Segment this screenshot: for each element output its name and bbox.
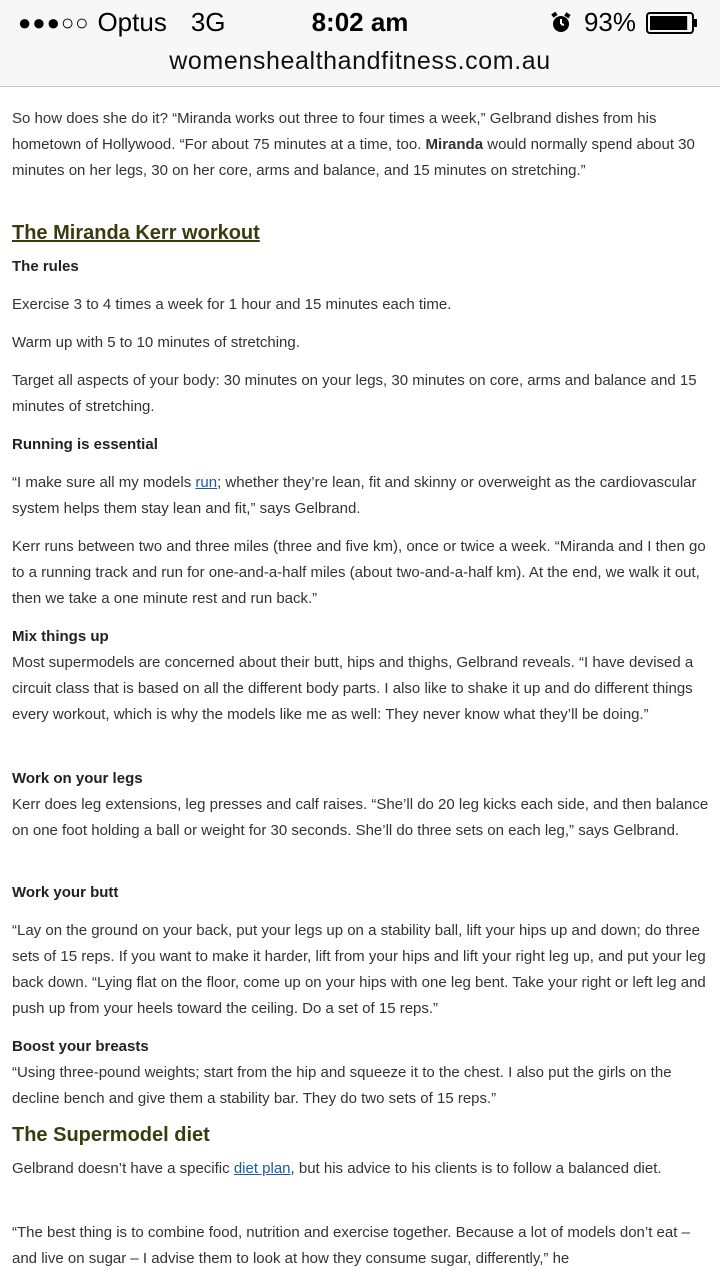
running-text-b: ; whether they’re lean, fit and skinny or overweight as the cardiovascular system helps them stay lean and fit,” says Gelbrand.: [12, 474, 697, 517]
butt-paragraph: “Lay on the ground on your back, put your legs up on a stability ball, lift your hips up and down; do three sets of 15 reps. If you want to make it harder, lift from your hips and lift your right leg up, and put your leg back down. “Lying flat on the floor, come up on your hips with one leg bent. Take your right or left leg and push up from your heels toward the ceiling. Do a set of 15 reps.”: [12, 922, 706, 1017]
page-url: womenshealthandfitness.com.au: [169, 47, 551, 75]
status-bar: [0, 0, 720, 44]
intro-paragraph: [12, 106, 717, 184]
status-right: [550, 7, 698, 38]
running-text-a: “I make sure all my models: [12, 474, 196, 491]
intro-text-1: So how does she do it? “Miranda works out three to four times a week,” Gelbrand dishes from his hometown of Hollywood. “For about 75 minutes at a time, too.: [12, 110, 657, 153]
running-paragraph-2: Kerr runs between two and three miles (three and five km), once or twice a week. “Miranda and I then go to a running track and run for one-and-a-half miles (about two-and-a-half km). At the end, we walk it out, then we take a one minute rest and run back.”: [12, 538, 706, 607]
diet-heading: The Supermodel diet: [12, 1124, 210, 1146]
run-link[interactable]: run: [195, 474, 218, 491]
network-type: 3G: [190, 7, 226, 37]
legs-paragraph: Kerr does leg extensions, leg presses and calf raises. “She’ll do 20 leg kicks each side, and then balance on one foot holding a ball or weight for 30 seconds. She’ll do three sets on each leg,” says Gelbrand.: [12, 796, 709, 839]
legs-heading: Work on your legs: [12, 770, 143, 787]
mix-paragraph: Most supermodels are concerned about their butt, hips and thighs, Gelbrand reveals. “I have devised a circuit class that is based on all the different body parts. I also like to shake it up and do different things every workout, which is why the models like me as well: They never know what they’ll be doing.”: [12, 654, 694, 723]
signal-strength-icon: ●●●○○: [18, 9, 90, 35]
rule-item: Warm up with 5 to 10 minutes of stretching.: [12, 334, 300, 351]
clock: 8:02 am: [311, 7, 409, 37]
battery-icon: [646, 12, 698, 34]
running-heading: Running is essential: [12, 436, 158, 453]
diet-paragraph-1: [12, 1156, 717, 1182]
carrier-info: [18, 7, 226, 38]
rules-heading: The rules: [12, 258, 79, 275]
breasts-heading: Boost your breasts: [12, 1038, 149, 1055]
rule-item: Target all aspects of your body: 30 minutes on your legs, 30 minutes on core, arms and balance and 15 minutes of stretching.: [12, 372, 697, 415]
alarm-clock-icon: [550, 12, 572, 34]
rule-item: Exercise 3 to 4 times a week for 1 hour and 15 minutes each time.: [12, 296, 452, 313]
mix-heading: Mix things up: [12, 628, 109, 645]
address-bar[interactable]: [0, 44, 720, 87]
intro-text-2: would normally spend about 30 minutes on her legs, 30 on her core, arms and balance, and 15 minutes on stretching.”: [12, 136, 695, 179]
intro-bold-name: Miranda: [425, 136, 484, 153]
battery-percent: 93%: [583, 7, 636, 37]
carrier-name: Optus: [97, 7, 167, 37]
diet-text-a: Gelbrand doesn’t have a specific: [12, 1160, 234, 1177]
breasts-paragraph: “Using three-pound weights; start from the hip and squeeze it to the chest. I also put the girls on the decline bench and give them a stability bar. They do two sets of 15 reps.”: [12, 1064, 672, 1107]
running-paragraph-1: [12, 470, 717, 522]
butt-heading: Work your butt: [12, 884, 119, 901]
diet-plan-link[interactable]: diet plan: [233, 1160, 291, 1177]
workout-heading[interactable]: The Miranda Kerr workout: [12, 222, 260, 244]
diet-paragraph-2: “The best thing is to combine food, nutrition and exercise together. Because a lot of models don’t eat – and live on sugar – I advise them to look at how they consume sugar, differently,” he: [12, 1224, 690, 1267]
diet-text-b: , but his advice to his clients is to follow a balanced diet.: [290, 1160, 662, 1177]
